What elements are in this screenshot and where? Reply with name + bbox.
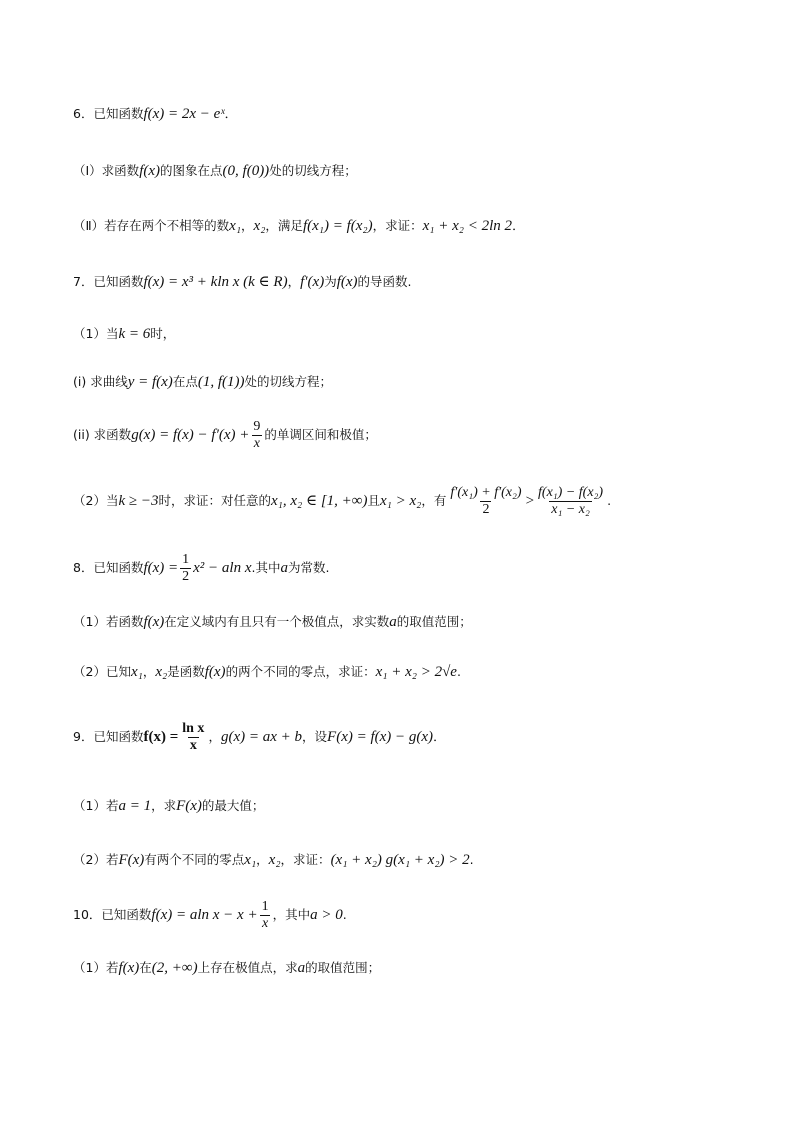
text: 在点 <box>172 374 198 390</box>
fraction <box>260 900 271 931</box>
math: f(x) = x³ + kln x (k ∈ R) <box>143 274 288 290</box>
problem-8-part-2 <box>73 665 461 680</box>
text: . <box>469 852 474 868</box>
math: x² − aln x <box>193 560 252 576</box>
text: 处的切线方程； <box>269 163 357 179</box>
math: a > 0 <box>310 907 343 923</box>
text: ， <box>142 664 156 680</box>
text: 的取值范围； <box>396 614 472 630</box>
text: 的最大值； <box>201 798 265 814</box>
text: ，求证： <box>280 852 331 868</box>
text: 8．已知函数 <box>73 560 144 576</box>
math: > <box>525 493 535 509</box>
text: 且 <box>367 493 380 509</box>
fraction <box>448 486 523 517</box>
text: （1）当 <box>73 326 119 342</box>
math: F(x) <box>118 852 145 868</box>
math: f(x) <box>139 163 161 179</box>
problem-9-part-2 <box>73 853 474 868</box>
math: f(x) = <box>143 729 179 745</box>
fraction <box>536 486 605 517</box>
text: (i) 求曲线 <box>73 374 128 390</box>
text: （1）若函数 <box>73 614 144 630</box>
text: （Ⅱ）若存在两个不相等的数 <box>73 218 230 234</box>
text: ，求 <box>151 798 177 814</box>
math: f(x) <box>204 664 226 680</box>
math: a <box>389 614 397 630</box>
text: ，设 <box>302 729 328 745</box>
math: F(x) = f(x) − g(x) <box>327 729 434 745</box>
problem-8-part-1 <box>73 615 472 630</box>
math: x₁ > x₂ <box>380 493 422 509</box>
text: 在 <box>139 960 152 976</box>
problem-9-stem <box>73 722 446 753</box>
math: (1, f(1)) <box>197 374 245 390</box>
text: 的两个不同的零点，求证： <box>225 664 376 680</box>
text: （2）已知 <box>73 664 131 680</box>
math: x₂ <box>253 218 266 234</box>
text: （1）若 <box>73 960 119 976</box>
math: f(x) = 2x − eˣ <box>143 106 225 122</box>
denominator: 2 <box>482 502 490 517</box>
text: ， <box>208 729 221 745</box>
math: x₁ + x₂ < 2ln 2 <box>422 218 513 234</box>
math: f(x) = aln x − x + <box>151 907 258 923</box>
text: ，满足 <box>265 218 303 234</box>
text: 是函数 <box>167 664 205 680</box>
math: x₁ <box>229 218 242 234</box>
text: ，求证： <box>372 218 423 234</box>
math: x₂ <box>155 664 168 680</box>
text: ，有 <box>421 493 447 509</box>
text: .其中 <box>251 560 281 576</box>
problem-6-stem <box>73 107 237 122</box>
text: （2）若 <box>73 852 119 868</box>
math: x₁, x₂ ∈ [1, +∞) <box>270 493 368 509</box>
text: 的导函数. <box>357 274 412 290</box>
text: ，其中 <box>272 907 311 923</box>
math: (2, +∞) <box>151 960 198 976</box>
math: a = 1 <box>118 798 152 814</box>
problem-8-stem <box>73 553 329 584</box>
text: 为常数. <box>287 560 330 576</box>
math: x₁ <box>130 664 143 680</box>
problem-7-part-1-ii <box>73 420 377 451</box>
math: g(x) = f(x) − f′(x) + <box>131 427 250 443</box>
problem-10-stem <box>73 900 347 931</box>
text: ． <box>224 106 238 122</box>
text: . <box>456 664 461 680</box>
denominator: x <box>189 738 197 753</box>
math: f(x) <box>118 960 140 976</box>
math: a <box>280 560 288 576</box>
math: (0, f(0)) <box>222 163 270 179</box>
text: 10．已知函数 <box>73 907 152 923</box>
problem-9-part-1 <box>73 799 264 814</box>
text: 有两个不同的零点 <box>144 852 245 868</box>
math: k ≥ −3 <box>118 493 159 509</box>
text: （2）当 <box>73 493 119 509</box>
math: f(x) = <box>143 560 179 576</box>
text: 上存在极值点，求 <box>197 960 298 976</box>
math: f(x) <box>336 274 358 290</box>
text: 处的切线方程； <box>244 374 332 390</box>
denominator: 2 <box>182 569 190 584</box>
text: ． <box>433 729 446 745</box>
math: (x₁ + x₂) g(x₁ + x₂) > 2 <box>330 852 470 868</box>
text: (ii) 求函数 <box>73 427 132 443</box>
text: （Ⅰ）求函数 <box>73 163 140 179</box>
text: 时， <box>150 326 176 342</box>
fraction <box>251 420 262 451</box>
fraction <box>180 553 191 584</box>
problem-6-part-ii <box>73 219 525 234</box>
text: ， <box>241 218 254 234</box>
problem-10-part-1 <box>73 961 380 976</box>
math: g(x) = ax + b <box>220 729 303 745</box>
denominator: x <box>261 916 269 931</box>
text: ， <box>256 852 269 868</box>
text: . <box>607 493 612 509</box>
numerator: 9 <box>253 419 261 434</box>
text: ， <box>287 274 301 290</box>
math: x₂ <box>268 852 281 868</box>
fraction <box>180 722 206 753</box>
text: ． <box>512 218 525 234</box>
text: 为 <box>324 274 337 290</box>
text: （1）若 <box>73 798 119 814</box>
text: 的单调区间和极值； <box>264 427 377 443</box>
math: f′(x) <box>300 274 325 290</box>
text: 7．已知函数 <box>73 274 144 290</box>
math: k = 6 <box>118 326 151 342</box>
text: . <box>342 907 347 923</box>
problem-7-part-1 <box>73 327 175 342</box>
math: F(x) <box>176 798 202 814</box>
math: x₁ + x₂ > 2√e <box>375 664 457 680</box>
denominator: x₁ − x₂ <box>551 502 590 517</box>
math: x₁ <box>244 852 257 868</box>
problem-7-stem <box>73 275 412 290</box>
text: 6．已知函数 <box>73 106 144 122</box>
text: 在定义域内有且只有一个极值点，求实数 <box>164 614 390 630</box>
problem-7-part-1-i <box>73 375 332 390</box>
math: a <box>297 960 306 976</box>
numerator: f(x₁) − f(x₂) <box>538 485 604 500</box>
math: f(x₁) = f(x₂) <box>302 218 373 234</box>
numerator: ln x <box>182 721 205 736</box>
problem-7-part-2 <box>73 486 611 517</box>
denominator: x <box>253 436 260 451</box>
text: 时，求证：对任意的 <box>158 493 271 509</box>
text: 的图象在点 <box>160 163 223 179</box>
numerator: f′(x₁) + f′(x₂) <box>450 485 522 500</box>
text: 9．已知函数 <box>73 729 144 745</box>
math: y = f(x) <box>127 374 173 390</box>
problem-6-part-i <box>73 164 357 179</box>
math: f(x) <box>143 614 165 630</box>
text: 的取值范围； <box>305 960 381 976</box>
numerator: 1 <box>261 899 269 914</box>
numerator: 1 <box>182 552 190 567</box>
